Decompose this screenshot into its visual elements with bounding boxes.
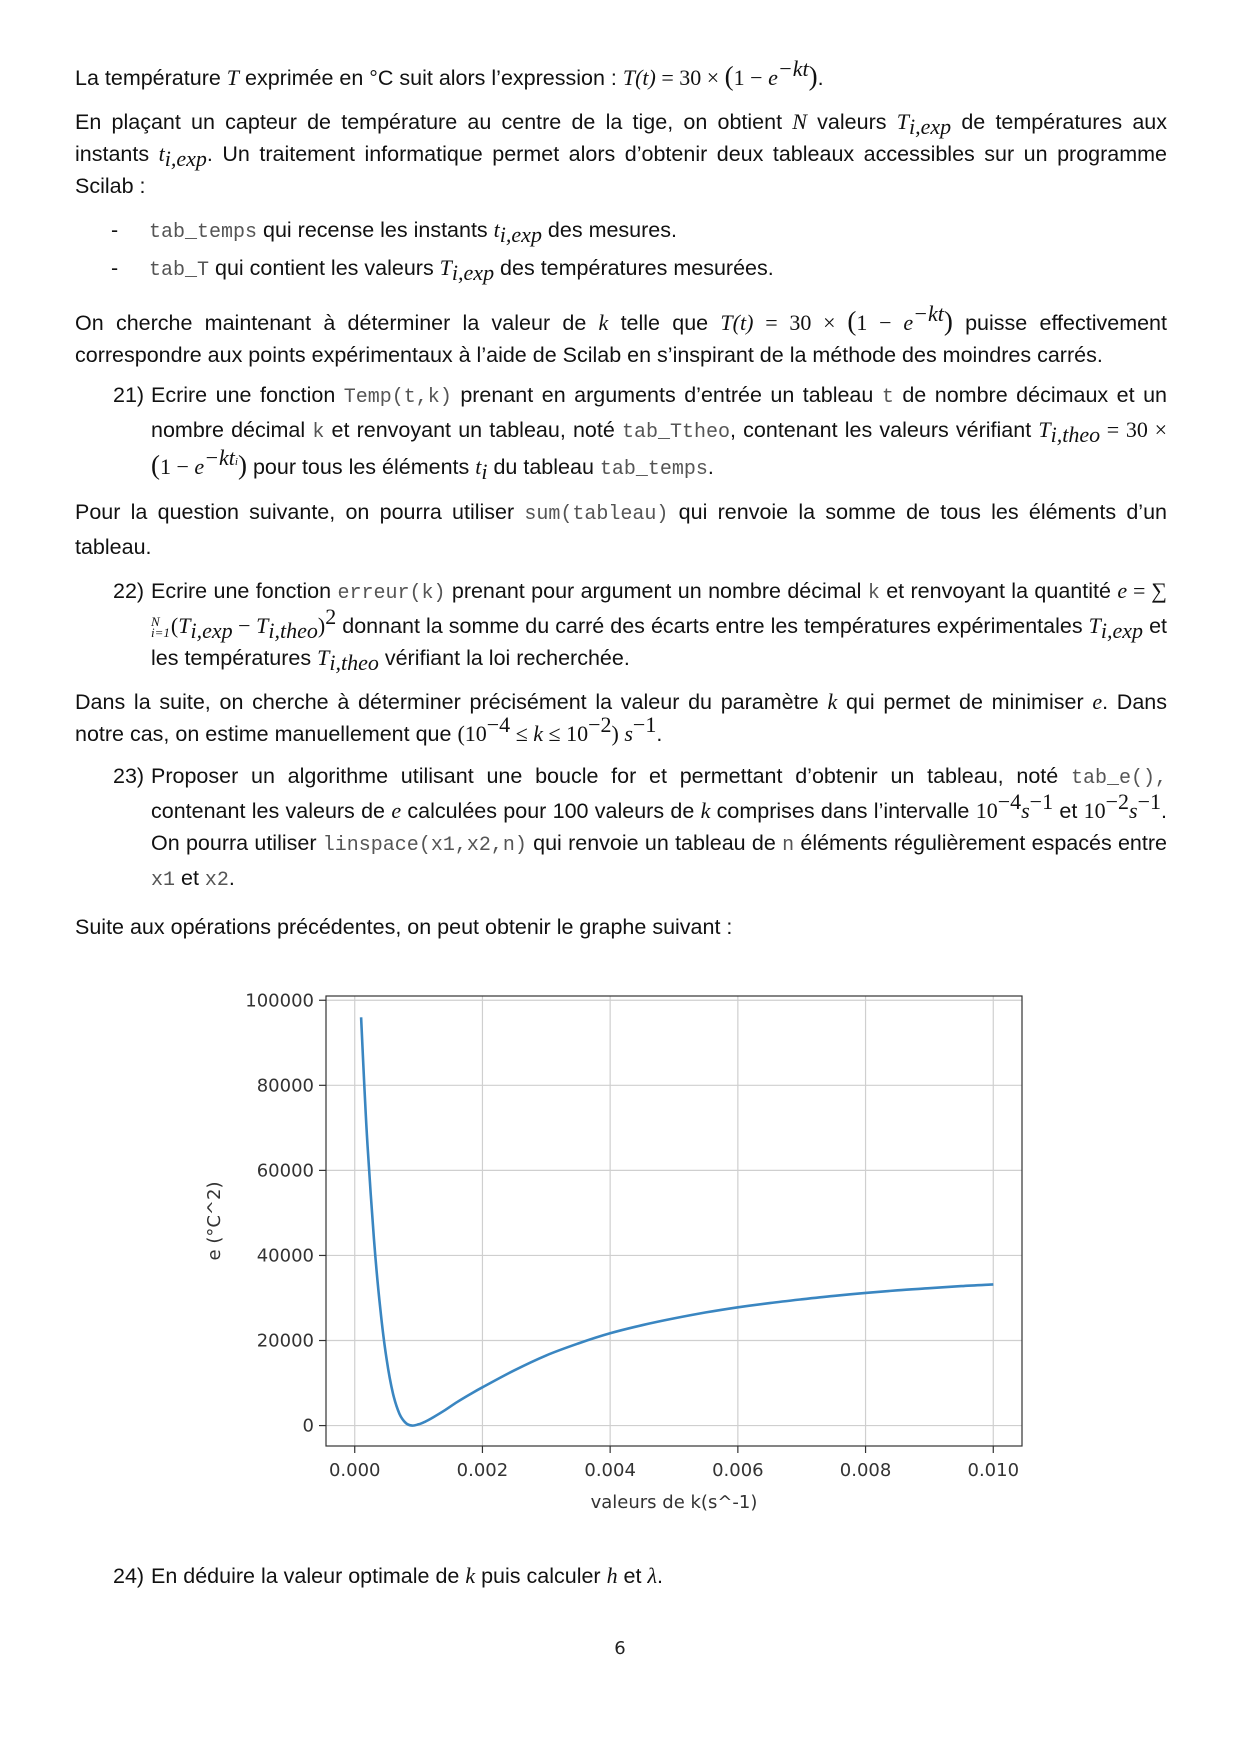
math-var: e xyxy=(1117,578,1128,603)
code: erreur(k) xyxy=(337,582,446,605)
text: des températures mesurées. xyxy=(494,256,774,280)
text: , contenant les valeurs vérifiant xyxy=(730,418,1039,442)
math-sup: N xyxy=(151,614,160,630)
math-var: s xyxy=(1129,798,1138,823)
y-tick-label: 100000 xyxy=(245,990,314,1012)
code: x1 xyxy=(151,869,176,892)
math: 2 xyxy=(325,604,337,629)
math-var: N xyxy=(792,109,807,134)
y-tick-label: 60000 xyxy=(256,1160,314,1182)
math: −2 xyxy=(588,712,612,737)
math: 1 − xyxy=(160,454,195,479)
text: qui renvoie la somme de tous les éléments d’un tableau. xyxy=(75,500,1167,559)
text: de températures aux instants xyxy=(75,110,1167,166)
text: et xyxy=(175,866,205,890)
paragraph-capteur xyxy=(75,106,1167,202)
math: ) xyxy=(943,306,953,336)
math-var: T xyxy=(317,645,330,670)
code: tab_temps xyxy=(599,458,708,481)
text: qui renvoie un tableau de xyxy=(526,831,783,855)
math-var: s xyxy=(1021,798,1030,823)
math-var: h xyxy=(606,1563,618,1588)
code: tab_e(), xyxy=(1070,767,1167,790)
math-var: T xyxy=(896,109,909,134)
math-var: k xyxy=(598,310,609,335)
paragraph-determiner-k xyxy=(75,301,1167,371)
text: éléments régulièrement espacés entre xyxy=(794,831,1167,855)
math: −4 xyxy=(486,712,511,737)
text: qui permet de minimiser xyxy=(837,690,1093,714)
math-var: T xyxy=(439,255,452,280)
text: . xyxy=(817,66,824,90)
math-sub: i,exp xyxy=(1100,618,1144,643)
text: qui recense les instants xyxy=(257,218,494,242)
sigma-limits xyxy=(151,614,170,641)
text: exprimée en °C suit alors l’expression : xyxy=(239,66,623,90)
question-number: 24) xyxy=(113,1564,145,1588)
math: −4 xyxy=(997,789,1022,814)
x-tick-label: 0.004 xyxy=(584,1460,636,1481)
code: tab_T xyxy=(149,259,210,282)
math-var: T xyxy=(256,613,269,638)
y-tick-label: 20000 xyxy=(256,1330,314,1352)
math: −1 xyxy=(1137,789,1162,814)
math: 10 xyxy=(975,798,998,823)
math-sub: i,exp xyxy=(164,146,207,171)
text: . Un traitement informatique permet alors d’obtenir deux tableaux accessibles sur un programme Scilab : xyxy=(75,142,1168,198)
code: k xyxy=(867,582,880,605)
code: t xyxy=(881,386,894,409)
math-sub: i,exp xyxy=(908,114,952,139)
code: tab_temps xyxy=(149,221,258,244)
math-var: e xyxy=(391,798,402,823)
list-dash: - xyxy=(111,218,119,242)
code: tab_Ttheo xyxy=(621,421,731,444)
math-sub: i=1 xyxy=(151,625,170,641)
text: et renvoyant la quantité xyxy=(879,579,1118,603)
math-var: T xyxy=(178,613,191,638)
text: . xyxy=(228,866,235,890)
x-tick-label: 0.006 xyxy=(712,1460,764,1481)
math-sub: i xyxy=(234,456,238,468)
text: En déduire la valeur optimale de xyxy=(151,1564,466,1588)
math: ≤ xyxy=(510,721,534,746)
math: −kt xyxy=(913,301,944,326)
text: contenant les valeurs de xyxy=(151,799,392,823)
text: . xyxy=(656,722,663,746)
code: sum(tableau) xyxy=(524,503,669,526)
math-sub: i,exp xyxy=(499,222,542,247)
text: vérifiant la loi recherchée. xyxy=(378,646,630,670)
math: ( xyxy=(724,61,734,91)
text: Ecrire une fonction xyxy=(151,579,338,603)
math-sub: i,theo xyxy=(268,618,318,643)
question-23 xyxy=(75,760,1167,897)
question-number: 23) xyxy=(113,764,145,788)
text: . xyxy=(656,1564,663,1588)
text: et les températures xyxy=(151,614,1167,670)
math: (10 xyxy=(457,721,487,746)
math-var: T xyxy=(226,65,240,90)
math-var: k xyxy=(827,689,838,714)
math: −kt xyxy=(777,56,809,81)
paragraph-sum xyxy=(75,496,1167,563)
text: telle que xyxy=(608,311,721,335)
code: linspace(x1,x2,n) xyxy=(322,834,527,857)
math: ) xyxy=(808,61,818,91)
error-chart xyxy=(200,982,1060,1527)
math-sub: i xyxy=(481,459,488,484)
text: Ecrire une fonction xyxy=(151,383,344,407)
text: . On pourra utiliser xyxy=(151,799,1167,855)
math: −1 xyxy=(632,712,657,737)
code: Temp(t,k) xyxy=(343,386,452,409)
question-24 xyxy=(75,1560,1167,1592)
page-content xyxy=(75,56,1168,943)
code: k xyxy=(312,421,325,444)
text: pour tous les éléments xyxy=(246,455,476,479)
math: = xyxy=(1127,578,1152,603)
text: du tableau xyxy=(487,455,600,479)
math-sub: i,theo xyxy=(329,650,379,675)
x-axis-label: valeurs de k(s^-1) xyxy=(590,1492,758,1513)
question-21 xyxy=(75,379,1167,486)
y-axis-label: e (°C^2) xyxy=(204,1181,225,1261)
list-dash: - xyxy=(111,256,119,280)
text: Dans la suite, on cherche à déterminer précisément la valeur du paramètre xyxy=(75,690,828,714)
text: qui contient les valeurs xyxy=(209,256,440,280)
math: − xyxy=(232,613,257,638)
text: valeurs xyxy=(806,110,897,134)
paragraph-graphe: Suite aux opérations précédentes, on peut obtenir le graphe suivant : xyxy=(75,915,733,939)
math: 1 − xyxy=(856,310,904,335)
plot-frame xyxy=(326,996,1022,1446)
code: x2 xyxy=(204,869,229,892)
math-var: e xyxy=(1092,689,1103,714)
math: ( xyxy=(151,450,160,480)
math: ∑ xyxy=(1151,578,1167,603)
math xyxy=(204,445,238,470)
text: prenant en arguments d’entrée un tableau xyxy=(451,383,882,407)
math-var: t xyxy=(493,217,500,242)
math: e xyxy=(903,310,914,335)
text: puisse effectivement correspondre aux points expérimentaux à l’aide de Scilab en s’inspirant de la méthode des moindres carrés. xyxy=(75,311,1167,367)
math: T(t) xyxy=(622,65,656,90)
x-tick-label: 0.008 xyxy=(839,1460,892,1481)
math: −1 xyxy=(1029,789,1054,814)
text: de nombre décimaux et un nombre décimal xyxy=(151,383,1167,442)
math: ) xyxy=(611,721,625,746)
bullet-list xyxy=(75,214,1167,287)
text: . Dans notre cas, on estime manuellement que xyxy=(75,690,1167,746)
math: = 30 × xyxy=(655,65,725,90)
list-item xyxy=(75,252,1167,287)
math: e xyxy=(194,454,205,479)
page-content-bottom xyxy=(75,1560,1167,1592)
code: n xyxy=(782,834,795,857)
math-sub: i,theo xyxy=(1050,422,1101,447)
math-sub: i,exp xyxy=(190,618,233,643)
x-tick-label: 0.010 xyxy=(967,1460,1020,1481)
text: Proposer un algorithme utilisant une boucle for et permettant d’obtenir un tableau, noté xyxy=(151,764,1071,788)
math-sub: i,exp xyxy=(451,260,495,285)
math: T(t) xyxy=(720,310,754,335)
text: La température xyxy=(75,66,227,90)
math: = 30 × xyxy=(1100,417,1167,442)
math: −kt xyxy=(204,445,235,470)
math: ) xyxy=(237,450,247,480)
math: ( xyxy=(170,613,179,638)
text: et xyxy=(1053,799,1084,823)
text: et xyxy=(617,1564,648,1588)
math: −2 xyxy=(1105,789,1130,814)
math-var: λ xyxy=(647,1563,657,1588)
math-var: k xyxy=(700,798,711,823)
question-number: 22) xyxy=(113,579,145,603)
math-var: T xyxy=(1038,417,1051,442)
text: donnant la somme du carré des écarts entre les températures expérimentales xyxy=(336,614,1089,638)
math-var: t xyxy=(475,454,482,479)
chart-svg xyxy=(200,982,1060,1522)
math-var: t xyxy=(158,141,165,166)
math: ( xyxy=(847,306,857,336)
math-var: k xyxy=(533,721,544,746)
math-var: T xyxy=(1088,613,1101,638)
ticks xyxy=(245,990,1019,1481)
x-tick-label: 0.002 xyxy=(456,1460,509,1481)
y-tick-label: 80000 xyxy=(256,1075,314,1097)
text: puis calculer xyxy=(475,1564,607,1588)
text: et renvoyant un tableau, noté xyxy=(324,418,622,442)
y-tick-label: 40000 xyxy=(256,1245,314,1267)
math: = 30 × xyxy=(753,310,848,335)
text: des mesures. xyxy=(541,218,677,242)
math: ≤ 10 xyxy=(543,721,589,746)
text: . xyxy=(707,455,714,479)
x-tick-label: 0.000 xyxy=(328,1460,381,1481)
series-line-e xyxy=(361,1017,993,1425)
math: e xyxy=(768,65,778,90)
math: 10 xyxy=(1083,798,1106,823)
math-var: k xyxy=(465,1563,476,1588)
page-number: 6 xyxy=(614,1638,626,1659)
math-var: s xyxy=(624,721,633,746)
y-tick-label: 0 xyxy=(302,1415,314,1437)
text: On cherche maintenant à déterminer la valeur de xyxy=(75,311,599,335)
math: 1 − xyxy=(733,65,769,90)
question-22 xyxy=(75,575,1167,674)
text: En plaçant un capteur de température au centre de la tige, on obtient xyxy=(75,110,793,134)
paragraph-temperature-expression xyxy=(75,56,1167,94)
question-number: 21) xyxy=(113,383,145,407)
list-item xyxy=(75,214,1167,249)
text: comprises dans l’intervalle xyxy=(710,799,976,823)
math: ) xyxy=(317,613,326,638)
text: calculées pour 100 valeurs de xyxy=(401,799,701,823)
paragraph-minimiser xyxy=(75,686,1167,750)
text: Pour la question suivante, on pourra utiliser xyxy=(75,500,525,524)
grid xyxy=(326,996,1022,1446)
text: prenant pour argument un nombre décimal xyxy=(445,579,868,603)
